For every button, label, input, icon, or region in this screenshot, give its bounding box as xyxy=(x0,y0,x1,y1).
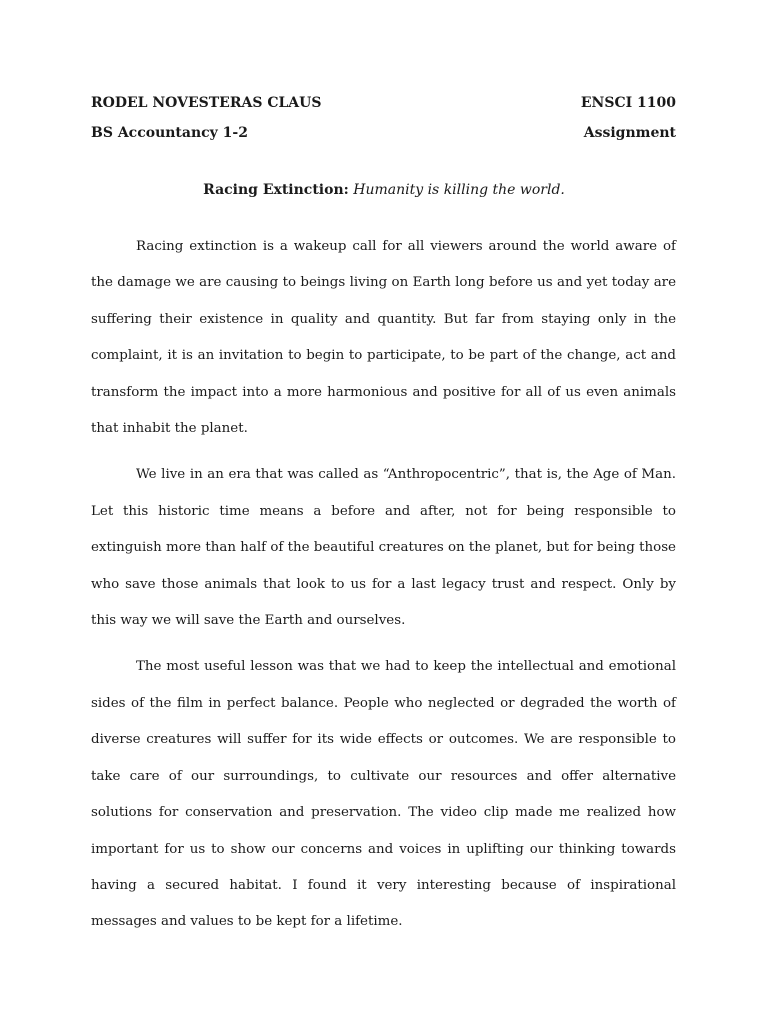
paragraph-1: Racing extinction is a wakeup call for all viewers around the world aware of the damage we are causing to beings living on Earth long before us and yet today are suffering their existence in quality and quantity. But far from staying only in the complaint, it is an invitation to begin to participate, to be part of the change, act and transform the impact into a more harmonious and positive for all of us even animals that inhabit the planet. xyxy=(91,239,676,437)
document-title xyxy=(0,181,768,199)
header-row-1 xyxy=(91,94,676,112)
document-body xyxy=(91,229,676,951)
document-type: Assignment xyxy=(583,125,676,141)
header-row-2 xyxy=(91,124,676,142)
title-main: Racing Extinction: xyxy=(203,182,349,198)
program-section: BS Accountancy 1-2 xyxy=(91,125,248,141)
course-code: ENSCI 1100 xyxy=(580,95,676,111)
title-subtitle: Humanity is killing the world. xyxy=(353,182,565,198)
paragraph-3: The most useful lesson was that we had to keep the intellectual and emotional sides of the film in perfect balance. People who neglected or degraded the worth of diverse creatures will suffer for its wide effects or outcomes. We are responsible to take care of our surroundings, to cultivate our resources and offer alternative solutions for conservation and preservation. The video clip made me realized how important for us to show our concerns and voices in uplifting our thinking towards having a secured habitat. I found it very interesting because of inspirational messages and values to be kept for a lifetime. xyxy=(91,659,676,930)
author-name: RODEL NOVESTERAS CLAUS xyxy=(91,95,322,111)
paragraph-2: We live in an era that was called as “Anthropocentric”, that is, the Age of Man. Let this historic time means a before and after, not for being responsible to extinguish more than half of the beautiful creatures on the planet, but for being those who save those animals that look to us for a last legacy trust and respect. Only by this way we will save the Earth and ourselves. xyxy=(91,467,676,629)
